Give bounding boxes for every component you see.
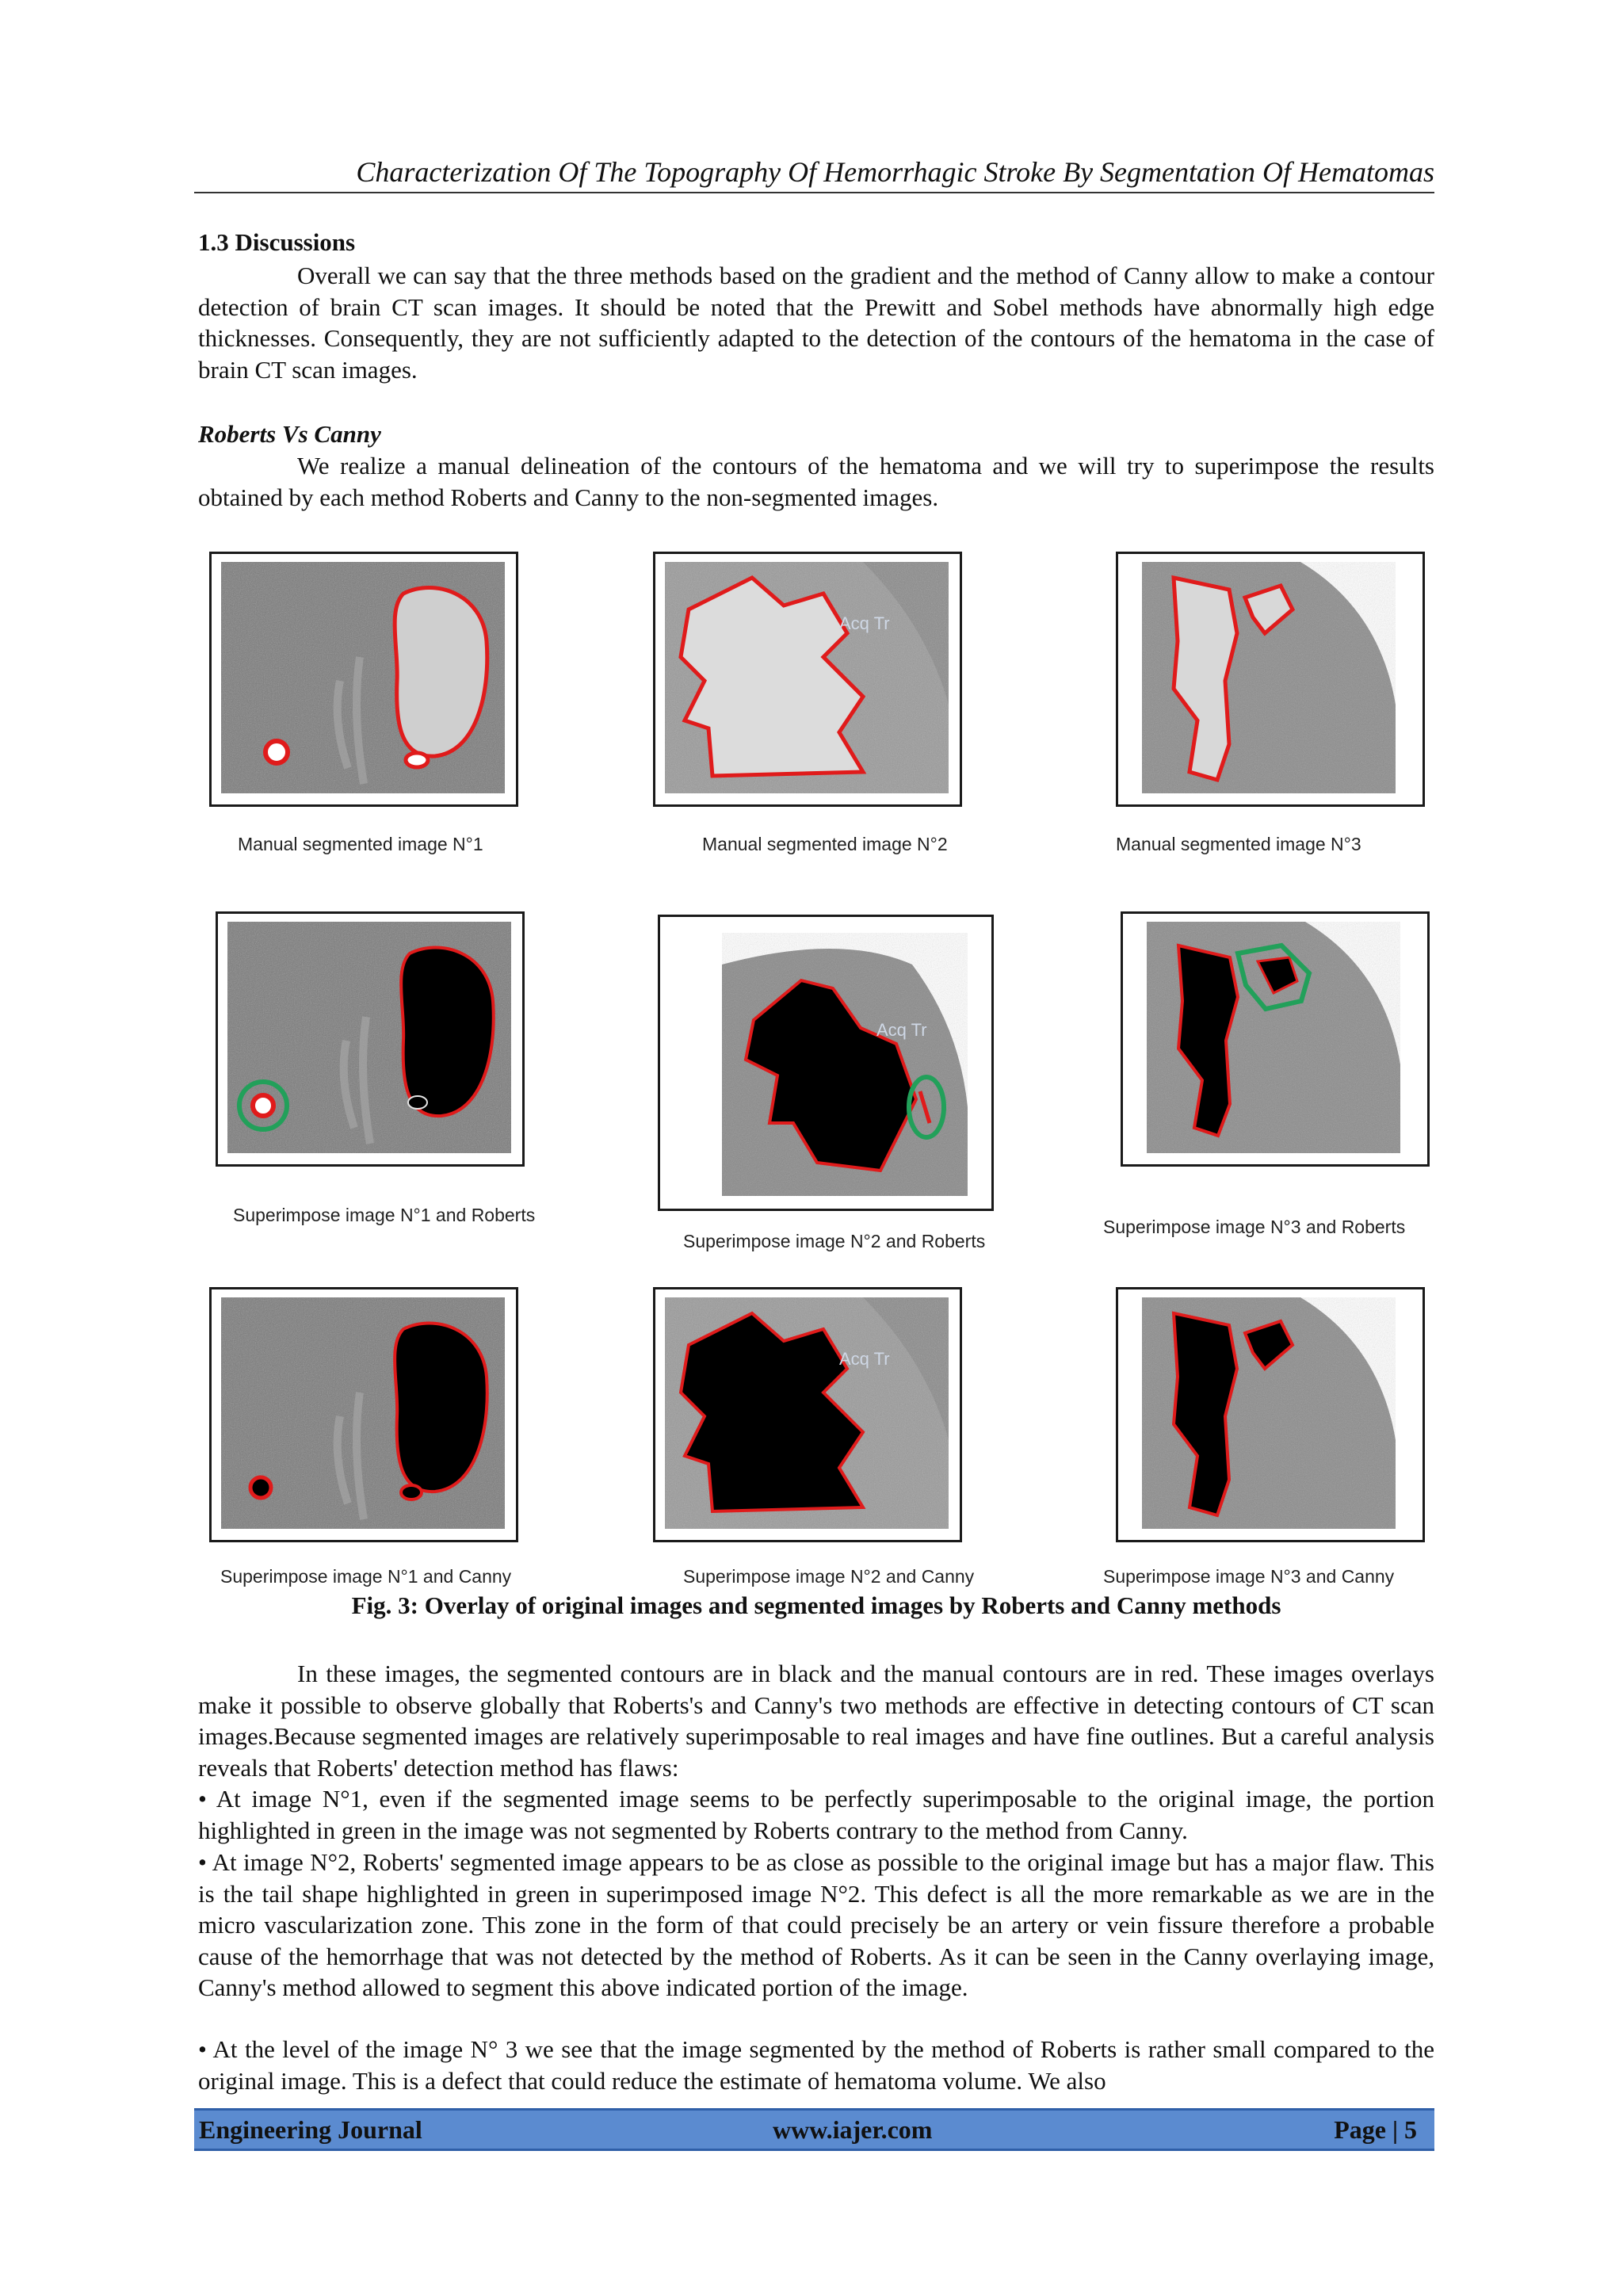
bullet-image-3: • At the level of the image N° 3 we see that the image segmented by the method of Roberts is rather small compared to the original image. This is a defect that could reduce the estimate of hematoma volume. We also xyxy=(198,2035,1434,2095)
roberts-canny-paragraph: We realize a manual delineation of the contours of the hematoma and we will try to superimpose the results obtained by each method Roberts and Canny to the non-segmented images. xyxy=(198,452,1434,511)
panel-roberts-1 xyxy=(216,911,525,1167)
section-heading: 1.3 Discussions xyxy=(198,228,356,256)
running-title: Characterization Of The Topography Of Hemorrhagic Stroke By Segmentation Of Hematomas xyxy=(356,156,1434,188)
panel-canny-3 xyxy=(1116,1287,1425,1542)
panel-caption: Manual segmented image N°3 xyxy=(1116,834,1361,854)
footer-website: www.iajer.com xyxy=(773,2115,933,2144)
panel-caption: Superimpose image N°1 and Canny xyxy=(220,1566,512,1587)
footer-page-number: Page | 5 xyxy=(1334,2115,1417,2144)
panel-manual-3 xyxy=(1116,552,1425,807)
panel-caption: Manual segmented image N°2 xyxy=(702,834,948,854)
ct-scan-image xyxy=(221,1297,505,1529)
panel-manual-2 xyxy=(653,552,962,807)
ct-scan-image xyxy=(1142,1297,1396,1529)
footer-journal: Engineering Journal xyxy=(199,2115,422,2144)
panel-caption: Superimpose image N°2 and Roberts xyxy=(683,1231,986,1251)
figure-3 xyxy=(198,539,1434,1619)
ct-scan-image xyxy=(665,1297,949,1529)
svg-text:Acq Tr: Acq Tr xyxy=(876,1020,927,1040)
panel-canny-1 xyxy=(209,1287,518,1542)
ct-scan-image xyxy=(722,933,968,1196)
ct-scan-image xyxy=(227,922,511,1153)
svg-text:Acq Tr: Acq Tr xyxy=(839,613,890,633)
bullet-image-2: • At image N°2, Roberts' segmented image appears to be as close as possible to the original image but has a major flaw. This is the tail shape highlighted in green in superimposed image N°2. This defect is all the more remarkable as we are in the micro vascularization zone. This zone in the form of that could precisely be an artery or vein fissure therefore a probable cause of the hemorrhage that was not detected by the method of Roberts. As it can be seen in the Canny overlaying image, Canny's method allowed to segment this above indicated portion of the image. xyxy=(198,1848,1434,2001)
panel-caption: Superimpose image N°2 and Canny xyxy=(683,1566,975,1587)
ct-scan-image xyxy=(1142,562,1396,793)
figure-caption: Fig. 3: Overlay of original images and segmented images by Roberts and Canny methods xyxy=(351,1591,1281,1619)
ct-scan-image xyxy=(1147,922,1400,1153)
ct-scan-image xyxy=(665,562,949,793)
panel-caption: Superimpose image N°1 and Roberts xyxy=(233,1205,536,1225)
discussion-paragraph: Overall we can say that the three methods based on the gradient and the method of Canny allow to make a contour detection of brain CT scan images. It should be noted that the Prewitt and Sobel methods have abnormally high edge thicknesses. Consequently, they are not sufficiently adapted to the detection of the contours of the hematoma in the case of brain CT scan images. xyxy=(198,262,1434,384)
panel-caption: Manual segmented image N°1 xyxy=(238,834,483,854)
subsection-heading: Roberts Vs Canny xyxy=(198,420,381,448)
panel-canny-2 xyxy=(653,1287,962,1542)
svg-text:Acq Tr: Acq Tr xyxy=(839,1349,890,1369)
panel-manual-1 xyxy=(209,552,518,807)
panel-caption: Superimpose image N°3 and Canny xyxy=(1103,1566,1395,1587)
ct-scan-image xyxy=(221,562,505,793)
analysis-paragraph: In these images, the segmented contours are in black and the manual contours are in red. These images overlays make it possible to observe globally that Roberts's and Canny's two methods are effective in detecting contours of CT scan images.Because segmented images are relatively superimposable to real images and have fine outlines. But a careful analysis reveals that Roberts' detection method has flaws: xyxy=(198,1660,1434,1782)
panel-caption: Superimpose image N°3 and Roberts xyxy=(1103,1217,1406,1237)
panel-roberts-3 xyxy=(1121,911,1430,1167)
running-header xyxy=(194,151,1434,193)
bullet-image-1: • At image N°1, even if the segmented image seems to be perfectly superimposable to the original image, the portion highlighted in green in the image was not segmented by Roberts contrary to the method from Canny. xyxy=(198,1785,1434,1844)
panel-roberts-2 xyxy=(658,915,994,1211)
page-footer xyxy=(194,2108,1434,2151)
